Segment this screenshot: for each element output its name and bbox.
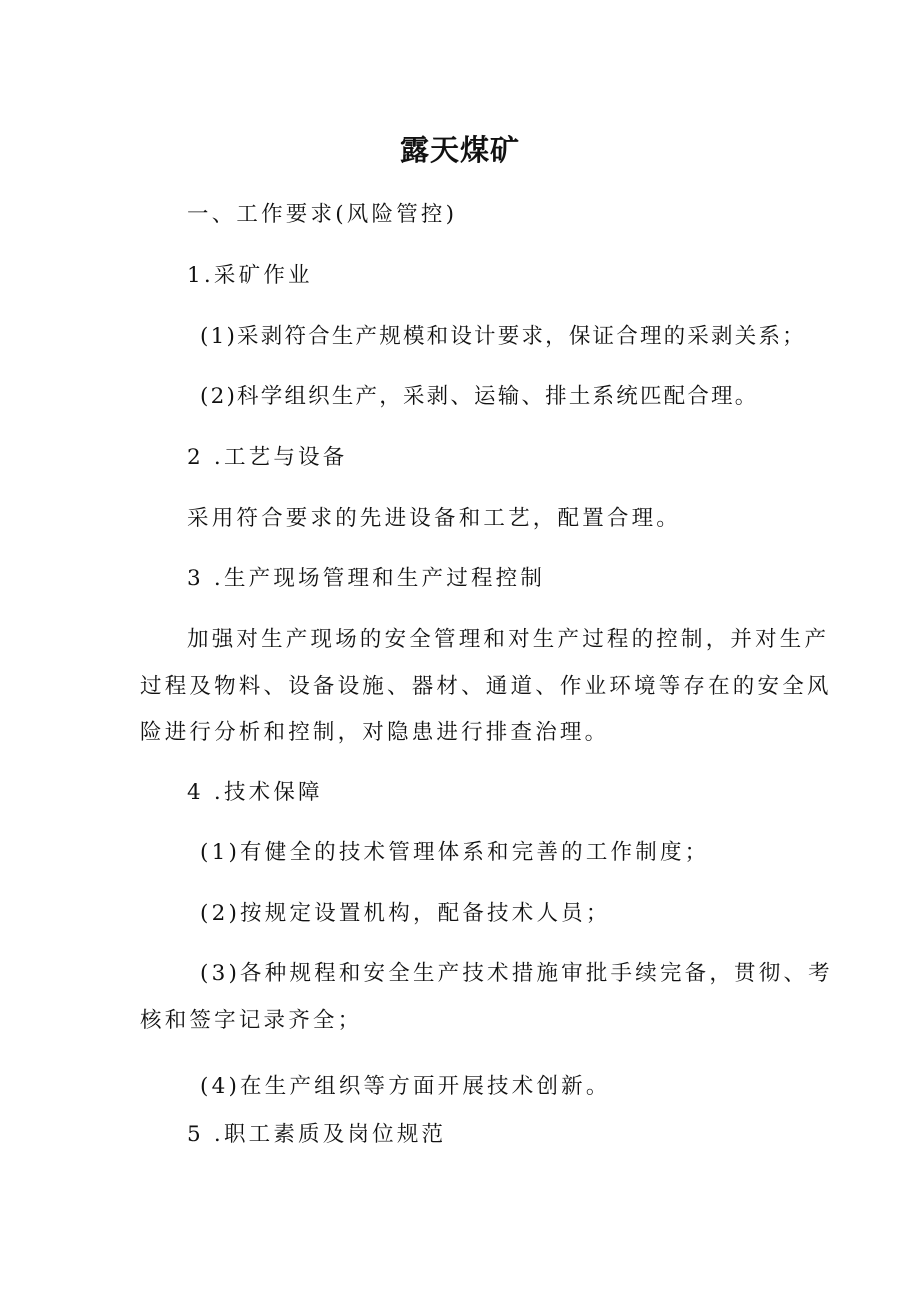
list-item: (2)科学组织生产，采剥、运输、排土系统匹配合理。: [200, 384, 759, 409]
list-item: (3)各种规程和安全生产技术措施审批手续完备，贯彻、考: [200, 961, 833, 986]
paragraph-line: 险进行分析和控制，对隐患进行排查治理。: [140, 720, 610, 745]
list-item-continuation: 核和签字记录齐全；: [140, 1008, 363, 1033]
list-item: (2)按规定设置机构，配备技术人员；: [200, 901, 611, 926]
paragraph-line: 加强对生产现场的安全管理和对生产过程的控制，并对生产: [187, 627, 830, 652]
paragraph: 采用符合要求的先进设备和工艺，配置合理。: [187, 506, 682, 531]
subsection-heading-tech: 4 .技术保障: [187, 780, 323, 805]
list-item: (1)采剥符合生产规模和设计要求，保证合理的采剥关系；: [200, 324, 806, 349]
section-heading-1: 一、工作要求(风险管控): [187, 202, 458, 227]
subsection-heading-mining: 1.采矿作业: [187, 263, 313, 288]
list-item: (1)有健全的技术管理体系和完善的工作制度；: [200, 840, 710, 865]
subsection-heading-staff: 5 .职工素质及岗位规范: [187, 1122, 447, 1147]
subsection-heading-process: 2 .工艺与设备: [187, 445, 348, 470]
list-item: (4)在生产组织等方面开展技术创新。: [200, 1074, 611, 1099]
paragraph-line: 过程及物料、设备设施、器材、通道、作业环境等存在的安全风: [140, 674, 832, 699]
subsection-heading-site: 3 .生产现场管理和生产过程控制: [187, 566, 546, 591]
document-title: 露天煤矿: [399, 133, 520, 167]
